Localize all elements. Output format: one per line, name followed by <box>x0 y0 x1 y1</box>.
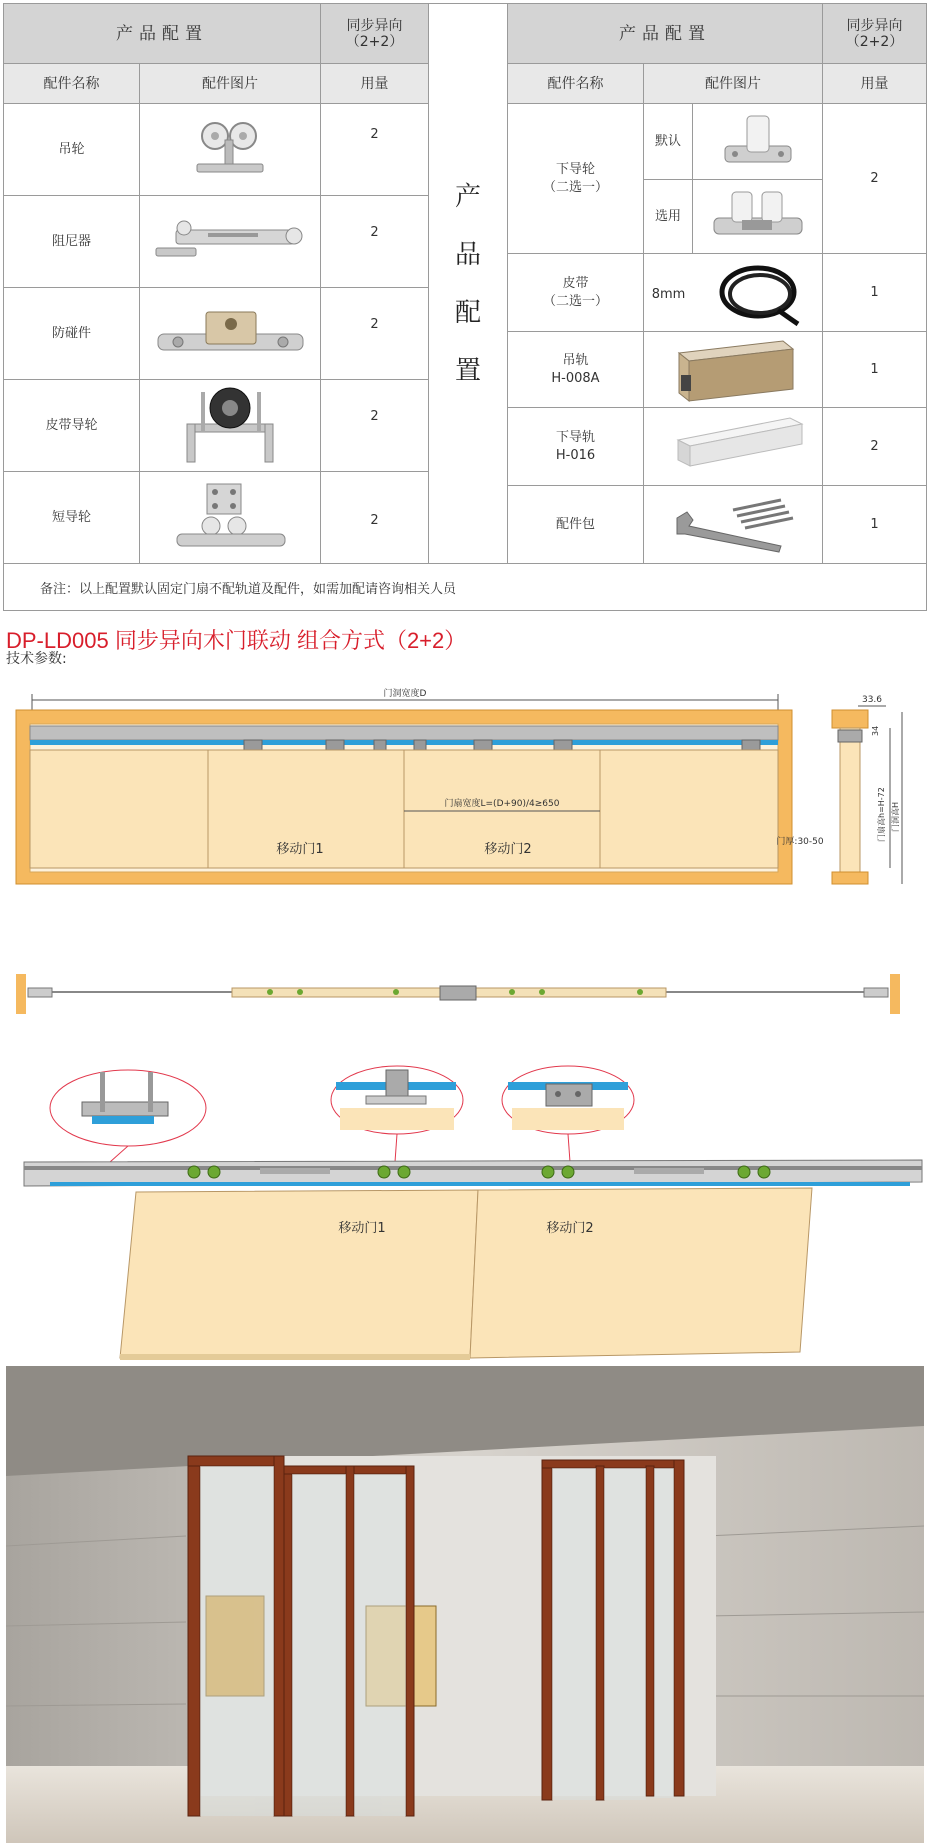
part-qty-hanging-wheel: 2 <box>321 104 429 196</box>
part-qty-kit: 1 <box>823 486 926 564</box>
side-thickness: 门厚:30-50 <box>776 837 824 847</box>
part-qty-belt-pulley: 2 <box>321 380 429 472</box>
part-name-track: 吊轨 H-008A <box>508 332 644 408</box>
tech-params-label: 技术参数: <box>6 651 67 667</box>
part-name-belt: 皮带 （二选一） <box>508 254 644 332</box>
right-header-title: 产品配置 <box>508 4 823 64</box>
belt-size-label: 8mm <box>644 254 693 332</box>
short-guide-wheel-icon <box>165 478 295 558</box>
guide-wheel-optional-label: 选用 <box>644 180 693 254</box>
side-leaf-height: 门扇高h=H-72 <box>877 787 886 842</box>
anti-collision-icon <box>148 304 313 364</box>
left-col-pic: 配件图片 <box>140 64 321 104</box>
part-qty-belt: 1 <box>823 254 926 332</box>
part-pic-anti-collision <box>140 288 321 380</box>
left-col-qty: 用量 <box>321 64 429 104</box>
left-header-sync: 同步异向 （2+2） <box>321 4 429 64</box>
part-name-lower-track: 下导轨 H-016 <box>508 408 644 486</box>
track-rail-icon <box>663 335 803 405</box>
top-view-drawing <box>0 966 930 1016</box>
part-name-lower-guide-wheel: 下导轮 （二选一） <box>508 104 644 254</box>
belt-pulley-icon <box>165 384 295 468</box>
config-note: 备注：以上配置默认固定门扇不配轨道及配件，如需加配请咨询相关人员 <box>40 581 457 597</box>
front-view-drawing <box>0 672 930 922</box>
left-col-name: 配件名称 <box>4 64 140 104</box>
config-table <box>3 3 927 611</box>
right-header-sync: 同步异向 （2+2） <box>823 4 926 64</box>
iso-door1-label: 移动门1 <box>338 1221 386 1236</box>
right-col-qty: 用量 <box>823 64 926 104</box>
right-col-pic: 配件图片 <box>644 64 823 104</box>
hanging-wheel-icon <box>185 114 275 186</box>
part-qty-short-guide-wheel: 2 <box>321 472 429 564</box>
side-opening-height: 门洞高H <box>891 801 900 832</box>
door-width-label: 门洞宽度D <box>383 689 427 699</box>
part-name-hanging-wheel: 吊轮 <box>4 104 140 196</box>
part-pic-track <box>644 332 823 408</box>
side-dim-top: 33.6 <box>861 695 883 705</box>
damper-icon <box>148 212 313 272</box>
part-pic-belt <box>693 254 823 332</box>
part-pic-guide-wheel-optional <box>693 180 823 254</box>
leaf-width-label: 门扇宽度L=(D+90)/4≥650 <box>444 799 560 809</box>
product-title: DP-LD005 同步异向木门联动 组合方式（2+2） <box>6 628 467 653</box>
part-qty-damper: 2 <box>321 196 429 288</box>
side-dim-34: 34 <box>871 725 880 736</box>
lower-track-icon <box>658 412 808 482</box>
part-pic-kit <box>644 486 823 564</box>
part-name-short-guide-wheel: 短导轮 <box>4 472 140 564</box>
part-name-belt-pulley: 皮带导轮 <box>4 380 140 472</box>
part-qty-track: 1 <box>823 332 926 408</box>
guide-wheel-default-icon <box>713 110 803 174</box>
middle-vertical-label: 产 品 配 置 <box>429 4 508 564</box>
isometric-view-drawing <box>0 1062 930 1362</box>
part-pic-belt-pulley <box>140 380 321 472</box>
part-pic-damper <box>140 196 321 288</box>
part-qty-lower-track: 2 <box>823 408 926 486</box>
guide-wheel-default-label: 默认 <box>644 104 693 180</box>
part-pic-hanging-wheel <box>140 104 321 196</box>
right-col-name: 配件名称 <box>508 64 644 104</box>
door1-label: 移动门1 <box>276 842 324 857</box>
door2-label: 移动门2 <box>484 842 532 857</box>
part-name-kit: 配件包 <box>508 486 644 564</box>
part-name-anti-collision: 防碰件 <box>4 288 140 380</box>
part-pic-lower-track <box>644 408 823 486</box>
part-pic-guide-wheel-default <box>693 104 823 180</box>
part-name-damper: 阻尼器 <box>4 196 140 288</box>
part-pic-short-guide-wheel <box>140 472 321 564</box>
part-qty-anti-collision: 2 <box>321 288 429 380</box>
iso-door2-label: 移动门2 <box>546 1221 594 1236</box>
left-header-title: 产品配置 <box>4 4 321 64</box>
part-qty-lower-guide-wheel: 2 <box>823 104 926 254</box>
room-photo <box>6 1366 924 1843</box>
belt-coil-icon <box>708 258 808 328</box>
wrench-and-screws-icon <box>663 490 803 560</box>
guide-wheel-optional-icon <box>708 184 808 250</box>
